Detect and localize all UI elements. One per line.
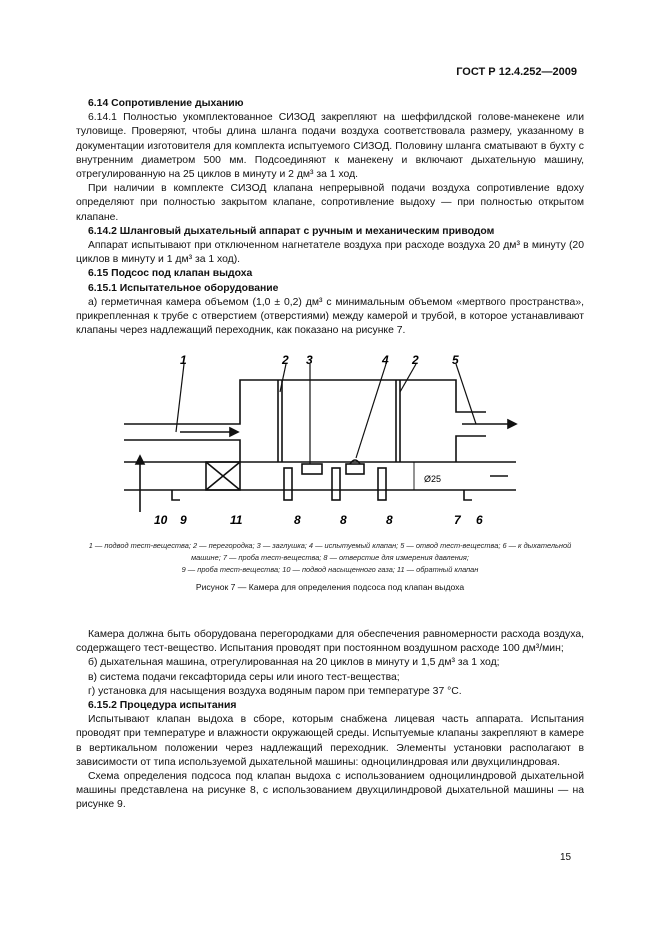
paragraph: Испытывают клапан выдоха в сборе, которым снабжена лицевая часть аппарата. Испытания проводят при температуре и влажности окружающей среды. Испытуемые клапаны закрепляют в камере в вертикальном положении через надлежащий переходник. Элементы установки располагают в зависимости от типа используемой дыхательной машины: одноцилиндровая или двухцилиндровая. [76, 714, 584, 768]
figure-caption: Рисунок 7 — Камера для определения подсоса под клапан выдоха [195, 582, 465, 592]
section-6-14 [76, 97, 584, 338]
subsection-title: 6.15.2 Процедура испытания [88, 700, 237, 712]
bottom-label: 11 [230, 513, 243, 527]
bottom-label: 10 [154, 513, 168, 527]
bottom-label: 9 [180, 513, 187, 527]
section-title: 6.14 Сопротивление дыханию [88, 98, 244, 109]
legend-line: 1 — подвод тест-вещества; 2 — перегородка; 3 — заглушка; 4 — испытуемый клапан; 5 — отвод тест-вещества; 6 — к дыхательной машине; 7 — проба тест-вещества; 8 — отверстие для измерения давления; [88, 541, 572, 562]
paragraph: 6.14.1 Полностью укомплектованное СИЗОД закрепляют на шеффилдской голове-манекене или туловище. Проверяют, чтобы длина шланга подачи воздуха соответствовала размеру, указанному в документации изготовителя для комплекта испытуемого СИЗОД. Половину шланга сматывают в бухту с внутренним диаметром 500 мм. Подсоединяют к манекену и включают дыхательную машину, отрегулированную на 25 циклов в минуту и 2 дм³ за 1 ход. [76, 112, 584, 181]
figure-7-diagram [110, 352, 550, 532]
callout-label: 3 [306, 353, 313, 367]
section-title: 6.15 Подсос под клапан выдоха [88, 268, 253, 280]
dimension-label: Ø25 [424, 474, 442, 484]
legend-line: 9 — проба тест-вещества; 10 — подвод насыщенного газа; 11 — обратный клапан [181, 565, 479, 574]
callout-label: 1 [180, 353, 187, 367]
paragraph: Схема определения подсоса под клапан выдоха с использованием одноцилиндровой дыхательной машины представлена на рисунке 8, с использованием двухцилиндровой дыхательной машины — на рисунке 9. [76, 771, 584, 811]
callout-label: 2 [282, 353, 289, 367]
list-item: г) установка для насыщения воздуха водяным паром при температуре 37 °С. [88, 685, 462, 697]
callout-label: 2 [412, 353, 419, 367]
list-item: в) система подачи гексафторида серы или иного тест-вещества; [88, 671, 400, 683]
callout-label: 4 [382, 353, 389, 367]
paragraph: Аппарат испытывают при отключенном нагнетателе воздуха при расходе воздуха 20 дм³ в минуту (20 циклов в минуту и 1 дм³ за 1 ход). [76, 240, 584, 266]
paragraph: Камера должна быть оборудована перегородками для обеспечения равномерности расхода воздуха, содержащего тест-вещество. Испытания проводят при постоянном воздушном расходе 100 дм³/мин; [76, 629, 584, 655]
document-header: ГОСТ Р 12.4.252—2009 [456, 66, 577, 78]
figure-legend [76, 540, 584, 576]
after-figure-text [76, 628, 584, 813]
subsection-title: 6.14.2 Шланговый дыхательный аппарат с ручным и механическим приводом [88, 225, 495, 237]
bottom-label: 8 [340, 513, 347, 527]
list-item: а) герметичная камера объемом (1,0 ± 0,2) дм³ с минимальным объемом «мертвого пространства», прикрепленная к трубе с отверстием (отверстиями) между камерой и трубой, в которое устанавливают клапаны через надлежащий переходник, как показано на рисунке 7. [76, 296, 584, 337]
subsection-title: 6.15.1 Испытательное оборудование [88, 282, 279, 294]
bottom-label: 7 [454, 513, 461, 527]
bottom-label: 8 [386, 513, 393, 527]
list-item: б) дыхательная машина, отрегулированная на 20 циклов в минуту и 1,5 дм³ за 1 ход; [88, 657, 500, 669]
callout-label: 5 [452, 353, 459, 367]
bottom-label: 8 [294, 513, 301, 527]
paragraph: При наличии в комплекте СИЗОД клапана непрерывной подачи воздуха сопротивление вдоху определяют при полностью закрытом клапане, сопротивление выдоху — при полностью открытом клапане. [76, 183, 584, 223]
page-number: 15 [560, 852, 572, 863]
bottom-label: 6 [476, 513, 483, 527]
